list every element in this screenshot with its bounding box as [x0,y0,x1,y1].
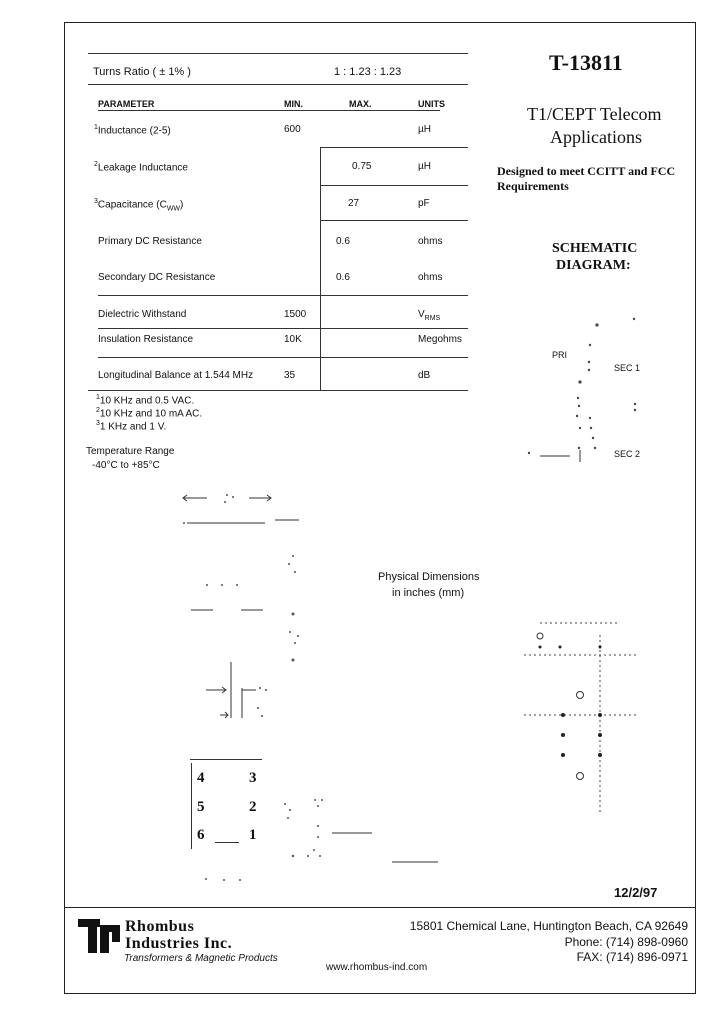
designed-line1: Designed to meet CCITT and FCC [497,164,676,178]
company-phone: Phone: (714) 898-0960 [564,935,688,949]
turns-ratio-value: 1 : 1.23 : 1.23 [334,66,402,78]
header-min: MIN. [284,99,303,109]
header-parameter: PARAMETER [98,99,155,109]
header-rule [98,110,440,111]
row-rule [98,328,468,329]
pin-2: 2 [249,799,257,815]
header-units: UNITS [418,99,445,109]
top-view-drawing [175,488,315,668]
part-number: T-13811 [549,50,623,75]
footer-rule [64,907,695,908]
physical-dimensions-line1: Physical Dimensions [378,571,480,583]
row-rule [320,220,468,221]
row-rule [98,295,468,296]
pin-1: 1 [249,827,257,843]
footnote-3: $^3$1 KHz and 1 V. [96,420,167,433]
side-view-drawing [200,658,290,728]
pin-5: 5 [197,799,205,815]
company-fax: FAX: (714) 896-0971 [576,950,688,964]
table-top-rule [88,53,468,54]
table-column-rule [320,147,321,390]
sec2-label: SEC 2 [614,449,641,459]
pin-4: 4 [197,770,205,786]
pin-3: 3 [249,770,257,786]
company-tagline: Transformers & Magnetic Products [124,953,278,964]
pin-6: 6 [197,827,205,843]
schematic-title-line1: SCHEMATIC [552,241,638,256]
bottom-view-top-rule [190,759,262,760]
turns-ratio-label: Turns Ratio ( ± 1% ) [93,66,191,78]
row-rule [320,185,468,186]
temperature-label: Temperature Range [86,446,175,457]
row-rule [320,147,468,148]
schematic-title-line2: DIAGRAM: [556,258,631,273]
pri-label: PRI [552,350,568,360]
footnote-1: $^1$10 KHz and 0.5 VAC. [96,394,195,407]
sec1-label: SEC 1 [614,363,641,373]
footnote-2: $^2$10 KHz and 10 mA AC. [96,407,203,420]
subtitle-line2: Applications [550,127,642,147]
table-bottom-rule [88,390,468,391]
header-max: MAX. [349,99,372,109]
temperature-range: -40°C to +85°C [92,460,160,471]
company-name-line2: Industries Inc. [125,935,233,952]
turns-ratio-rule [88,84,468,85]
company-address: 15801 Chemical Lane, Huntington Beach, CA 92649 [409,919,688,933]
company-name-line1: Rhombus [125,918,195,935]
pcb-footprint-drawing [520,615,640,820]
row-rule [98,357,468,358]
revision-date: 12/2/97 [614,885,658,900]
designed-line2: Requirements [497,179,569,193]
bottom-view-left-rule [191,763,192,849]
subtitle-line1: T1/CEPT Telecom [527,104,662,124]
rhombus-logo [78,919,122,953]
bottom-view-details [200,780,450,890]
company-website[interactable]: www.rhombus-ind.com [326,962,428,973]
physical-dimensions-line2: in inches (mm) [392,587,465,599]
